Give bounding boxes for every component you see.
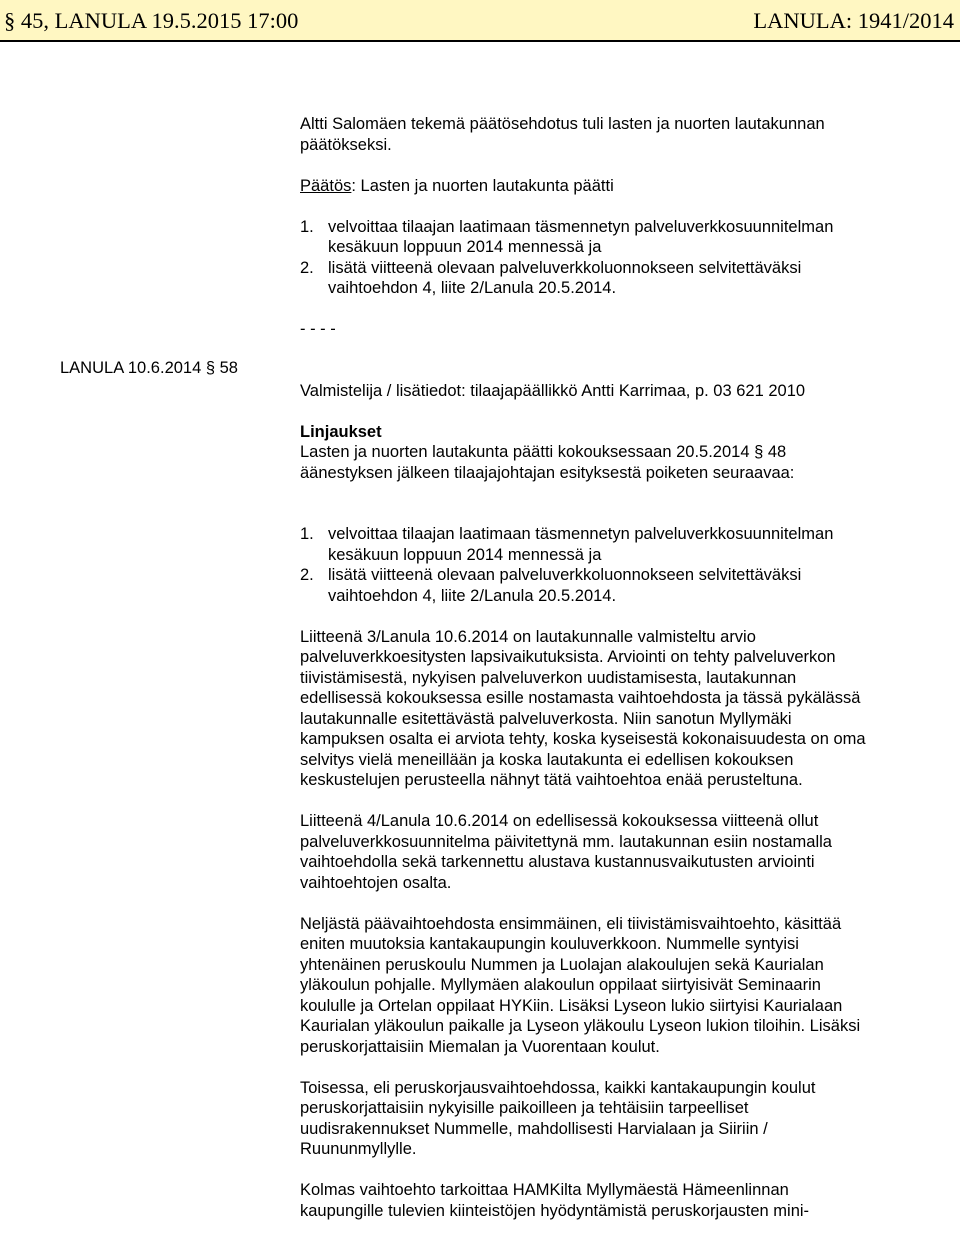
decision-label: Päätös <box>300 176 352 195</box>
paragraph-proposal: Altti Salomäen tekemä päätösehdotus tuli lasten ja nuorten lautakunnan päätökseksi. <box>300 115 825 154</box>
decision-list <box>300 217 875 299</box>
paragraph-alternative-1: Neljästä päävaihtoehdosta ensimmäinen, eli tiivistämisvaihtoehto, käsittää eniten muutoksia kantakaupungin kouluverkkoon. Nummelle syntyisi yhtenäinen peruskoulu Nummen ja Luolajan alakoulujen sekä Kaurialan yläkoulun pohjalle. Myllymäen alakoulun oppilaat siirtyisivät Seminaarin koululle ja Ortelan oppilaat HYKiin. Lisäksi Lyseon lukio siirtyisi Kaurialaan Kaurialan yläkoulun paikalle ja Lyseon yläkoulu Lyseon lukion tiloihin. Lisäksi peruskorjattaisiin Miemalan ja Vuorentaan koulut. <box>300 914 861 1056</box>
list-item: 1. velvoittaa tilaajan laatimaan täsmennetyn palveluverkkosuunnitelman kesäkuun loppuun 2014 mennessä ja <box>300 525 834 564</box>
paragraph-alternative-3: Kolmas vaihtoehto tarkoittaa HAMKilta Myllymäestä Hämeenlinnan kaupungille tulevien kiinteistöjen hyödyntämistä peruskorjausten mini- <box>300 1181 810 1220</box>
case-number: LANULA: 1941/2014 <box>753 8 954 33</box>
list-item: 2. lisätä viitteenä olevaan palveluverkkoluonnokseen selvitettäväksi vaihtoehdon 4, liite 2/Lanula 20.5.2014. <box>300 258 802 297</box>
preparer-info: Valmistelija / lisätiedot: tilaajapäällikkö Antti Karrimaa, p. 03 621 2010 <box>300 381 806 400</box>
document-body <box>300 114 875 1221</box>
margin-meeting-reference: LANULA 10.6.2014 § 58 <box>60 359 238 377</box>
decision-text: : Lasten ja nuorten lautakunta päätti <box>351 176 614 195</box>
paragraph-attachment-4: Liitteenä 4/Lanula 10.6.2014 on edellisessä kokouksessa viitteenä ollut palveluverkkosuunnitelma päivitettynä mm. lautakunnan esiin nostamalla vaihtoehdolla sekä tarkennettu alustava kustannusvaikutusten arviointi vaihtoehtojen osalta. <box>300 812 832 892</box>
list-item: 2. lisätä viitteenä olevaan palveluverkkoluonnokseen selvitettäväksi vaihtoehdon 4, liite 2/Lanula 20.5.2014. <box>300 566 802 605</box>
separator: - - - - <box>300 320 336 338</box>
document-header <box>0 0 960 42</box>
paragraph-alternative-2: Toisessa, eli peruskorjausvaihtoehdossa, kaikki kantakaupungin koulut peruskorjattaisiin nykyisille paikoilleen ja tehtäisiin tarpeelliset uudisrakennukset Nummelle, mahdollisesti Harvialaan ja Siiriin / Ruununmyllylle. <box>300 1078 816 1158</box>
decision-line <box>300 176 875 197</box>
paragraph-attachment-3: Liitteenä 3/Lanula 10.6.2014 on lautakunnalle valmisteltu arvio palveluverkkoesitysten lapsivaikutuksista. Arviointi on tehty palveluverkon tiivistämisestä, nykyisen palveluverkon uudistamisesta, lautakunnan edellisessä kokouksessa esille nostamasta vaihtoehdosta ja tässä pykälässä lautakunnalle esitettävästä palveluverkosta. Niin sanotun Myllymäki kampuksen osalta ei arviota tehty, koska kyseisestä kokonaisuudesta on oma selvitys vielä meneillään ja koska lautakunta ei edellisen kokouksen keskustelujen perusteella nähnyt tätä vaihtoehtoa enää perusteltuna. <box>300 627 866 789</box>
list-item: 1. velvoittaa tilaajan laatimaan täsmennetyn palveluverkkosuunnitelman kesäkuun loppuun 2014 mennessä ja <box>300 217 834 256</box>
section-heading: Linjaukset <box>300 422 382 441</box>
policy-list <box>300 524 875 606</box>
paragraph-intro: Lasten ja nuorten lautakunta päätti kokouksessaan 20.5.2014 § 48 äänestyksen jälkeen tilaajajohtajan esityksestä poiketen seuraavaa: <box>300 443 795 482</box>
section-reference: § 45, LANULA 19.5.2015 17:00 <box>4 8 299 33</box>
